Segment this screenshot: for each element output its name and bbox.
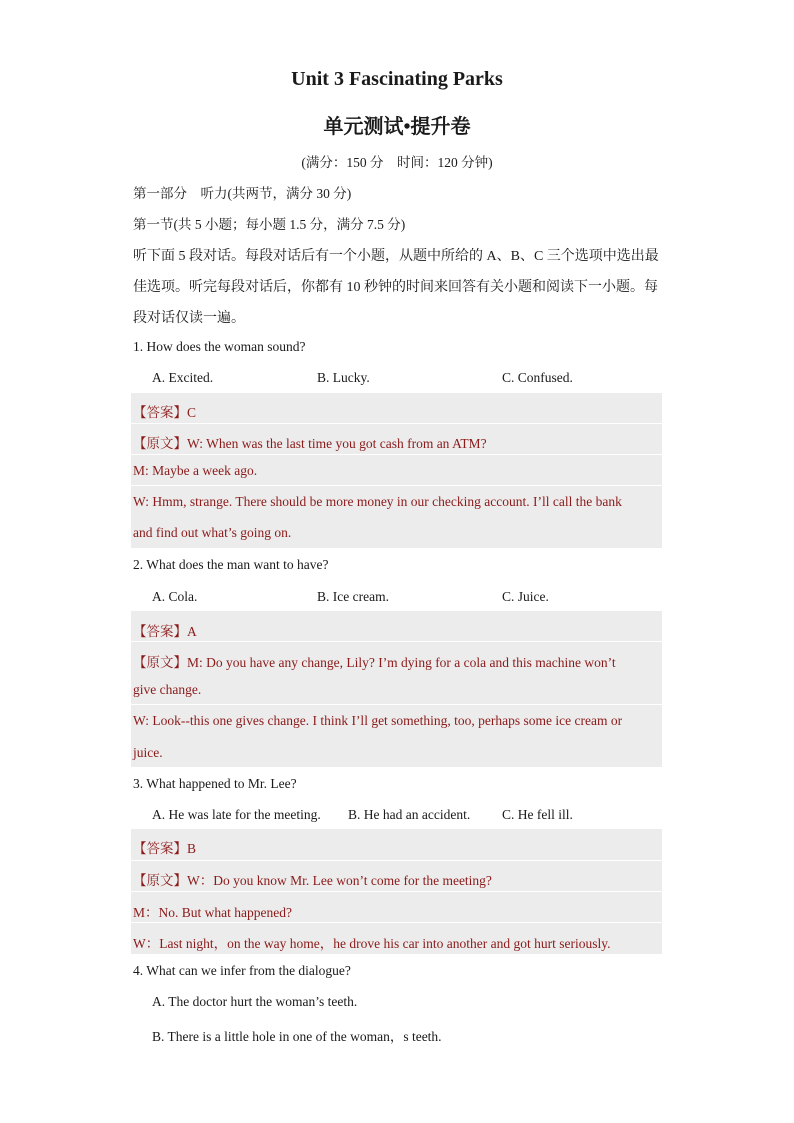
divider xyxy=(131,454,662,455)
section-heading: 第一节(共 5 小题；每小题 1.5 分，满分 7.5 分) xyxy=(133,217,406,232)
option-c: C. He fell ill. xyxy=(502,807,573,822)
instruction-line: 段对话仅读一遍。 xyxy=(133,311,245,326)
divider xyxy=(131,485,662,486)
answer-line xyxy=(133,620,197,640)
score-time-info: (满分：150 分 时间：120 分钟) xyxy=(301,155,493,170)
transcript-text: W: When was the last time you got cash from an ATM? xyxy=(187,436,487,451)
option-b: B. He had an accident. xyxy=(348,807,471,822)
answer-tag: 【答案】 xyxy=(133,405,187,420)
transcript-line: W: Look--this one gives change. I think I’ll get something, too, perhaps some ice cream or xyxy=(133,713,623,728)
option-a: A. Cola. xyxy=(152,589,198,604)
question-stem: 2. What does the man want to have? xyxy=(133,557,329,572)
answer-value: C xyxy=(187,405,197,420)
transcript-tag: 【原文】 xyxy=(133,873,187,888)
transcript-tag: 【原文】 xyxy=(133,655,187,670)
option-b: B. There is a little hole in one of the woman，s teeth. xyxy=(152,1029,442,1044)
answer-line xyxy=(133,401,196,421)
question-stem: 1. How does the woman sound? xyxy=(133,339,306,354)
transcript-line: M：No. But what happened? xyxy=(133,905,292,920)
document-subtitle: 单元测试•提升卷 xyxy=(323,116,471,138)
answer-value: A xyxy=(187,624,197,639)
answer-tag: 【答案】 xyxy=(133,624,187,639)
transcript-tag: 【原文】 xyxy=(133,436,187,451)
transcript-text: W：Do you know Mr. Lee won’t come for the meeting? xyxy=(187,873,492,888)
transcript-line: give change. xyxy=(133,682,202,697)
divider xyxy=(131,891,662,892)
answer-value: B xyxy=(187,841,197,856)
divider xyxy=(131,641,662,642)
option-a: A. Excited. xyxy=(152,370,214,385)
document-title: Unit 3 Fascinating Parks xyxy=(291,68,503,90)
divider xyxy=(131,860,662,861)
divider xyxy=(131,922,662,923)
transcript-line: W: Hmm, strange. There should be more money in our checking account. I’ll call the bank xyxy=(133,494,622,509)
option-a: A. He was late for the meeting. xyxy=(152,807,321,822)
transcript-line: W：Last night，on the way home，he drove his car into another and got hurt seriously. xyxy=(133,936,611,951)
instruction-line: 佳选项。听完每段对话后，你都有 10 秒钟的时间来回答有关小题和阅读下一小题。每 xyxy=(133,280,658,295)
option-a: A. The doctor hurt the woman’s teeth. xyxy=(152,994,358,1009)
transcript-line: juice. xyxy=(133,745,163,760)
instruction-line: 听下面 5 段对话。每段对话后有一个小题，从题中所给的 A、B、C 三个选项中选出最 xyxy=(133,249,659,264)
transcript-line xyxy=(133,651,616,671)
option-b: B. Lucky. xyxy=(317,370,370,385)
answer-tag: 【答案】 xyxy=(133,841,187,856)
option-c: C. Confused. xyxy=(502,370,573,385)
answer-block xyxy=(131,611,662,767)
transcript-line xyxy=(133,432,487,452)
answer-line xyxy=(133,837,196,857)
transcript-line: M: Maybe a week ago. xyxy=(133,463,258,478)
transcript-text: M: Do you have any change, Lily? I’m dying for a cola and this machine won’t xyxy=(187,655,616,670)
transcript-line: and find out what’s going on. xyxy=(133,525,292,540)
option-b: B. Ice cream. xyxy=(317,589,389,604)
option-c: C. Juice. xyxy=(502,589,549,604)
question-stem: 4. What can we infer from the dialogue? xyxy=(133,963,351,978)
part-heading: 第一部分 听力(共两节，满分 30 分) xyxy=(133,186,352,201)
question-stem: 3. What happened to Mr. Lee? xyxy=(133,776,297,791)
divider xyxy=(131,704,662,705)
divider xyxy=(131,423,662,424)
transcript-line xyxy=(133,869,492,889)
